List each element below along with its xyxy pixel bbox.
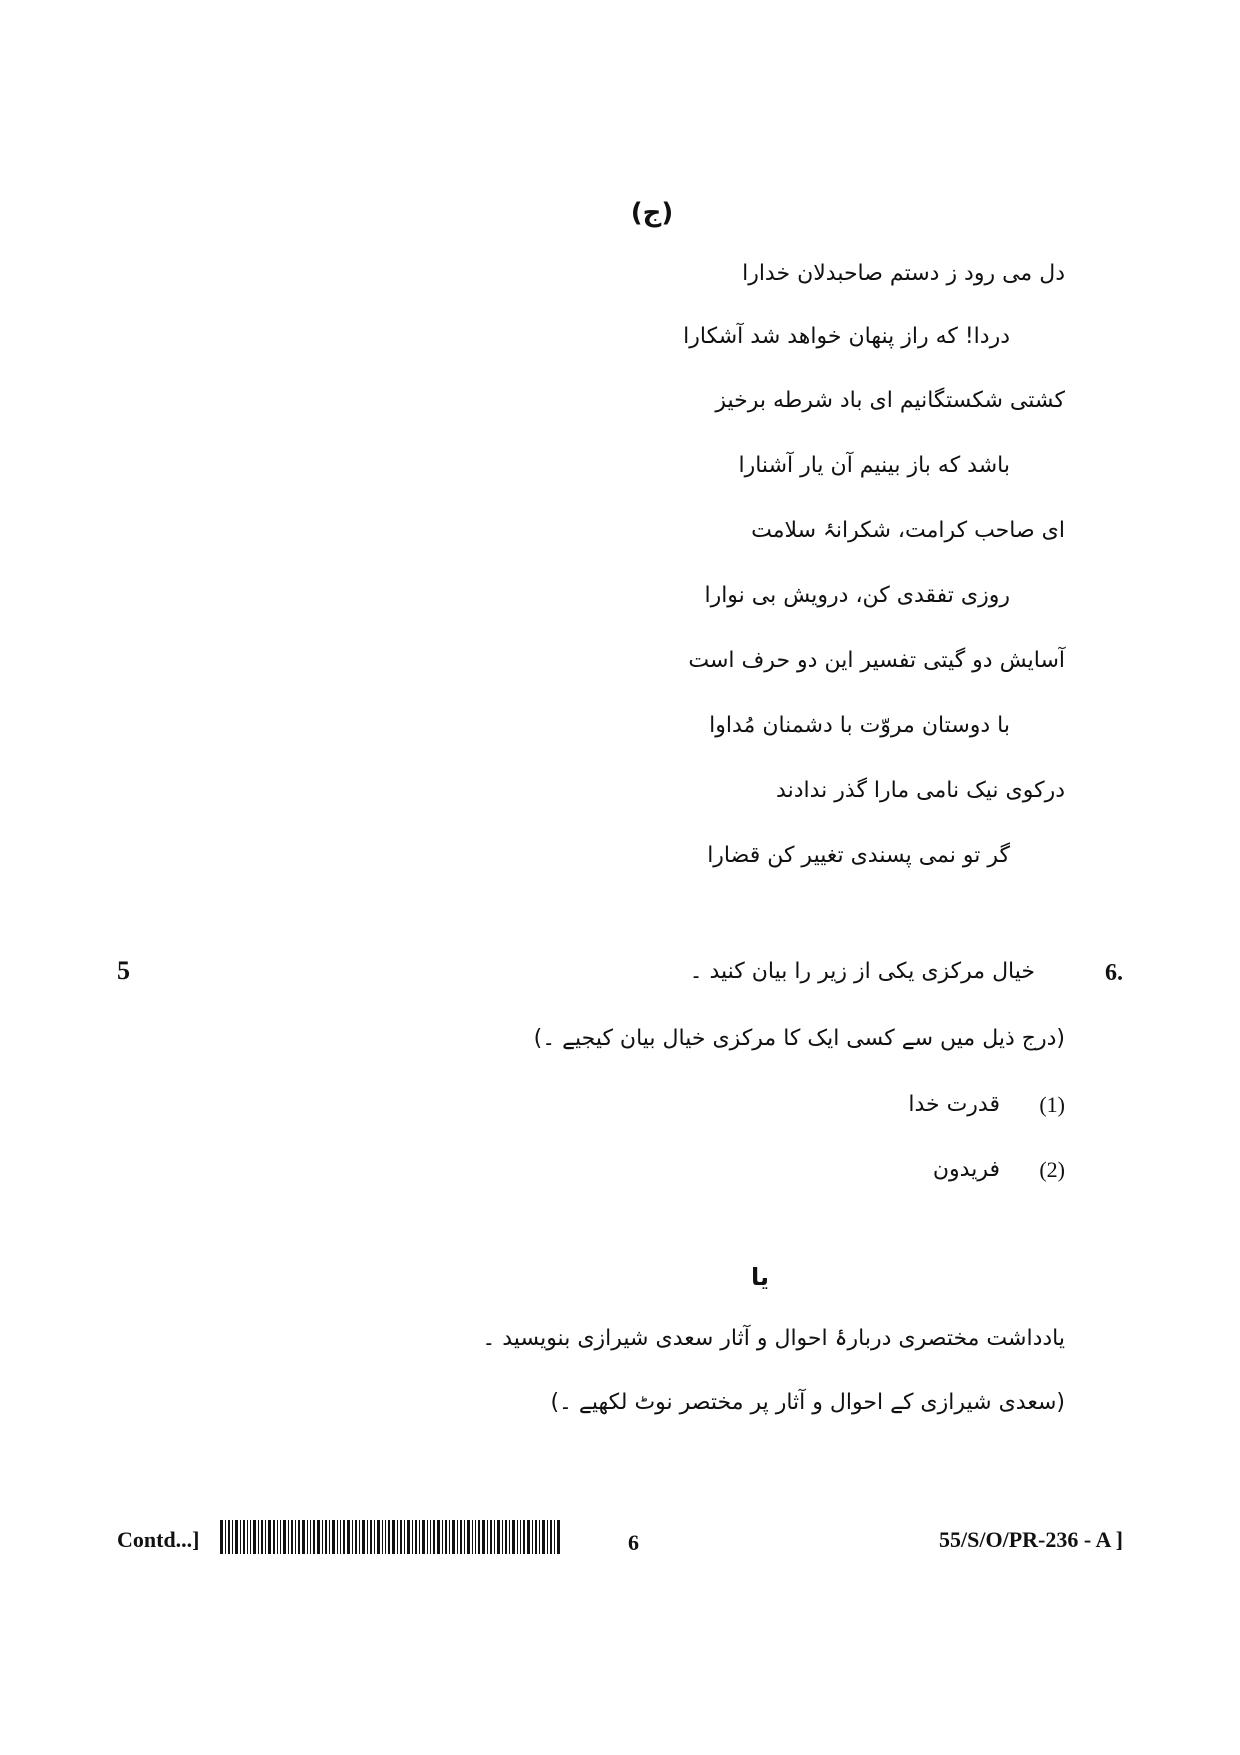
page-number: 6 <box>628 1530 639 1555</box>
poem-line: دردا! که راز پنهان خواهد شد آشکارا <box>683 324 1010 349</box>
alt-prompt-persian: یادداشت مختصری دربارۂ احوال و آثار سعدی شیرازی بنویسید ۔ <box>482 1326 1065 1351</box>
poem-line: آسایش دو گیتی تفسیر این دو حرف است <box>688 648 1065 673</box>
poem-line: درکوی نیک نامی مارا گذر ندادند <box>776 778 1065 803</box>
poem-line: باشد که باز بینیم آن یار آشنارا <box>738 453 1010 478</box>
or-label: یا <box>750 1263 770 1291</box>
paper-code: 55/S/O/PR-236 - A ] <box>939 1527 1123 1552</box>
poem-line: با دوستان مروّت با دشمنان مُداوا <box>709 713 1010 738</box>
question-number: 6. <box>1105 960 1123 986</box>
question-marks: 5 <box>117 956 130 985</box>
poem-line: کشتی شکستگانیم ای باد شرطه برخیز <box>715 388 1065 413</box>
alt-prompt-urdu: (سعدی شیرازی کے احوال و آثار پر مختصر نوٹ لکھیے ۔) <box>550 1390 1065 1415</box>
contd-label: Contd...] <box>117 1527 200 1552</box>
poem-line: دل می رود ز دستم صاحبدلان خدارا <box>742 261 1065 286</box>
section-heading: (ج) <box>630 198 674 228</box>
barcode-image <box>220 1520 560 1554</box>
question-prompt-persian: خیال مرکزی یکی از زیر را بیان کنید ۔ <box>689 959 1035 984</box>
poem-line: روزی تفقدی کن، درویش بی نوارا <box>704 583 1010 608</box>
option-text: قدرت خدا <box>908 1092 1000 1117</box>
poem-line: ای صاحب کرامت، شکرانۂ سلامت <box>751 518 1065 543</box>
question-prompt-urdu: (درج ذیل میں سے کسی ایک کا مرکزی خیال بیان کیجیے ۔) <box>533 1026 1065 1051</box>
poem-line: گر تو نمی پسندی تغییر کن قضارا <box>707 843 1010 868</box>
option-number: (1) <box>1039 1092 1065 1117</box>
option-text: فریدون <box>932 1157 1000 1182</box>
option-number: (2) <box>1039 1157 1065 1182</box>
